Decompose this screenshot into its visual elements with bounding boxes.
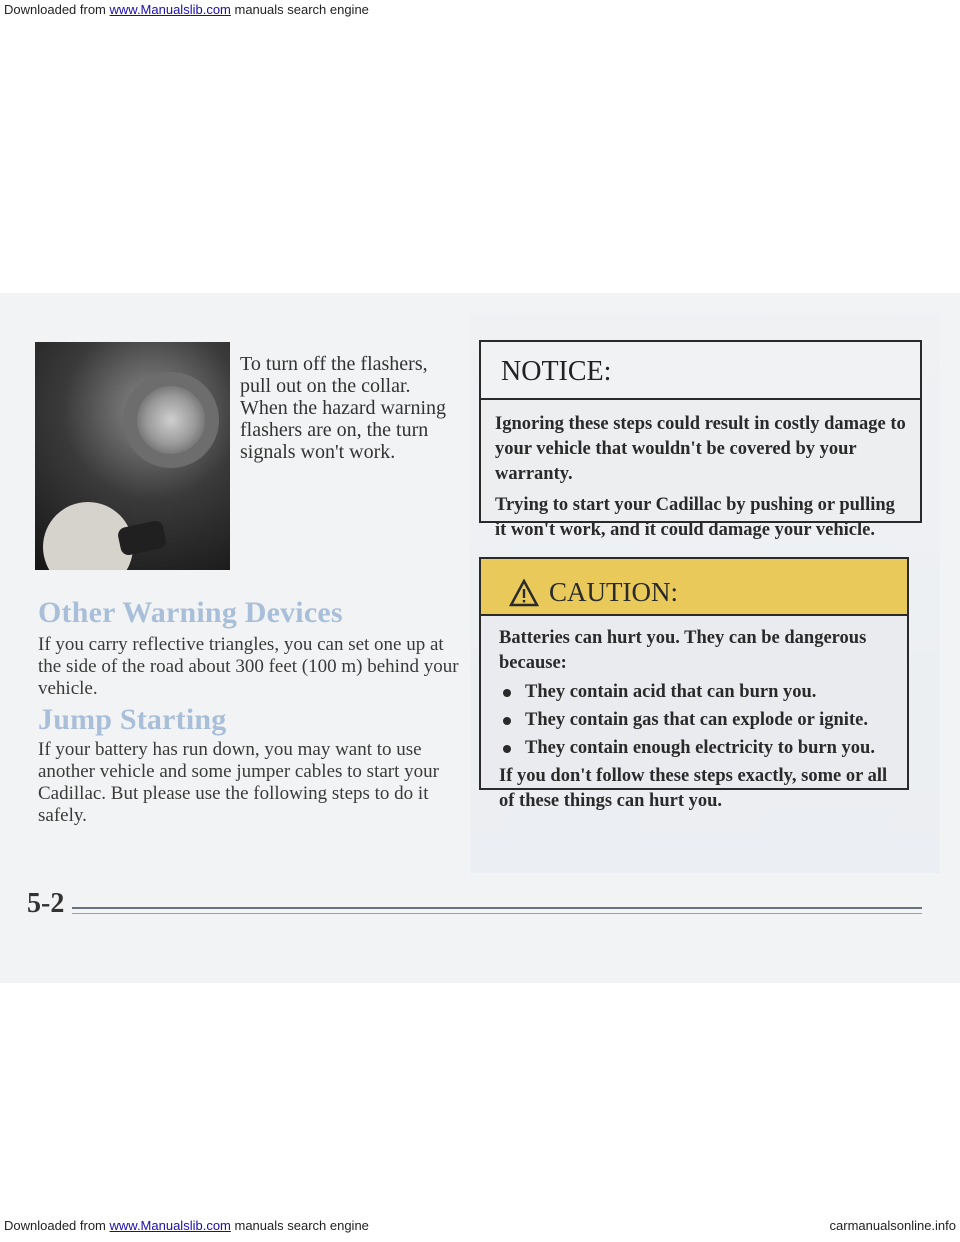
caution-intro: Batteries can hurt you. They can be dangerous because:: [499, 628, 867, 673]
banner-suffix: manuals search engine: [230, 2, 369, 17]
list-item: They contain acid that can burn you.: [503, 680, 893, 705]
flasher-collar: [123, 372, 219, 468]
photo-caption: To turn off the flashers, pull out on the collar. When the hazard warning flashers are on, the turn signals won't work.: [240, 353, 447, 463]
paragraph-warning-devices: If you carry reflective triangles, you can set one up at the side of the road about 300 feet (100 m) behind your vehicle.: [38, 634, 459, 699]
notice-body: [481, 400, 920, 543]
caution-box: [479, 557, 909, 811]
footer-rule: [72, 907, 922, 909]
list-item: They contain gas that can explode or ignite.: [503, 708, 893, 733]
caution-body: [481, 616, 907, 814]
footer-rule-thin: [72, 913, 922, 914]
manualslib-link[interactable]: www.Manualslib.com: [109, 2, 231, 17]
manual-page: [0, 293, 960, 983]
banner-prefix: Downloaded from: [4, 2, 110, 17]
notice-paragraph: Trying to start your Cadillac by pushing or pulling it won't work, and it could damage your vehicle.: [495, 495, 895, 540]
caution-outro: If you don't follow these steps exactly, some or all of these things can hurt you.: [499, 766, 888, 811]
warning-triangle-icon: [509, 579, 539, 607]
list-item: They contain enough electricity to burn you.: [503, 736, 893, 761]
heading-other-warning-devices: Other Warning Devices: [38, 596, 343, 629]
bullet-icon: [503, 717, 511, 725]
download-banner: [0, 0, 960, 19]
download-footer: [0, 1216, 960, 1235]
heading-jump-starting: Jump Starting: [38, 703, 227, 736]
footer-banner: Downloaded from www.Manualslib.com manuals search engine: [4, 1218, 369, 1233]
manualslib-link-footer[interactable]: www.Manualslib.com: [109, 1218, 231, 1233]
bullet-icon: [503, 745, 511, 753]
notice-box: [479, 340, 922, 540]
caution-list: [499, 680, 893, 761]
footer-site: carmanualsonline.info: [829, 1218, 956, 1233]
bullet-icon: [503, 689, 511, 697]
hazard-flasher-photo: [35, 342, 230, 570]
notice-title: NOTICE:: [481, 342, 920, 400]
caution-title: CAUTION:: [549, 577, 678, 607]
paragraph-jump-starting: If your battery has run down, you may want to use another vehicle and some jumper cables to start your Cadillac. But please use the following steps to do it safely.: [38, 739, 439, 826]
page-number: 5-2: [27, 888, 65, 919]
caution-header: [481, 559, 907, 616]
notice-paragraph: Ignoring these steps could result in costly damage to your vehicle that wouldn't be covered by your warranty.: [495, 414, 906, 484]
